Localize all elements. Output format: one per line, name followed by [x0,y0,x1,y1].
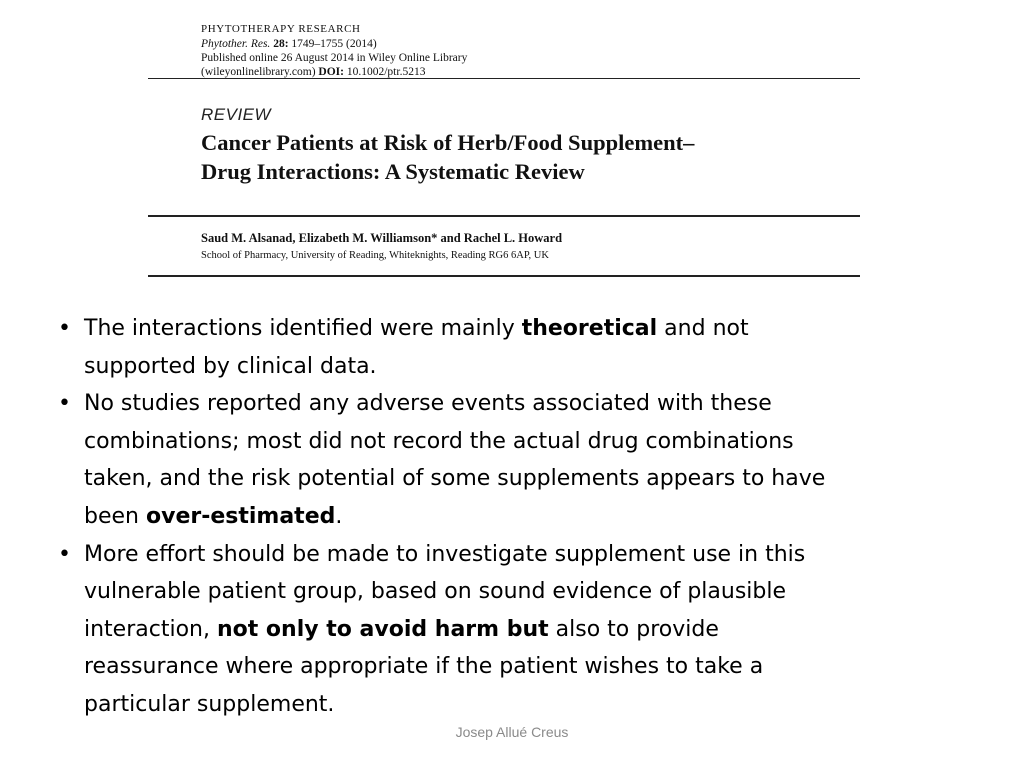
doi-line [201,65,425,79]
bullet-item [58,310,958,385]
article-header-clipping [148,14,860,280]
journal-name: PHYTOTHERAPY RESEARCH [201,23,361,35]
bullet-text: been [84,503,146,529]
citation-volume: 28: [273,38,289,50]
bullet-list [58,310,958,724]
bullet-text: More effort should be made to investigate supplement use in this [84,541,806,567]
bullet-emphasis: not only to avoid harm but [216,616,549,642]
article-affiliation: School of Pharmacy, University of Reading, Whiteknights, Reading RG6 6AP, UK [201,250,549,261]
bullet-line [84,423,958,461]
bullet-text: . [335,503,343,529]
bullet-emphasis: over-estimated [145,503,336,529]
header-rule-top [148,78,860,79]
bullet-line [84,573,958,611]
bullet-text: The interactions identified were mainly [84,316,522,341]
bullet-line [84,536,958,574]
article-title-line-1: Cancer Patients at Risk of Herb/Food Supplement– [201,130,695,155]
bullet-text: interaction, [84,616,217,642]
bullet-line [84,686,958,724]
bullet-line [84,648,958,686]
slide-footer-author: Josep Allué Creus [455,724,569,740]
doi-value: 10.1002/ptr.5213 [346,66,426,78]
bullet-text: vulnerable patient group, based on sound evidence of plausible [84,579,787,605]
published-line: Published online 26 August 2014 in Wiley Online Library [201,52,468,64]
article-authors: Saud M. Alsanad, Elizabeth M. Williamson* and Rachel L. Howard [201,231,563,245]
bullet-line [84,611,958,649]
bullet-line [84,348,958,386]
header-rule-bottom [148,275,860,277]
bullet-text: No studies reported any adverse events associated with these [84,391,772,417]
bullet-text: supported by clinical data. [84,353,377,379]
bullet-dot: • [58,391,71,417]
bullet-text: combinations; most did not record the actual drug combinations [84,428,794,454]
doi-label: DOI: [318,66,344,78]
citation-line [201,37,377,51]
article-title-line-2: Drug Interactions: A Systematic Review [201,159,585,184]
bullet-line [84,498,958,536]
citation-journal: Phytother. Res. [201,38,271,50]
bullet-item [58,385,958,535]
article-title [201,128,694,186]
bullet-line [84,310,958,348]
header-rule-middle [148,215,860,217]
citation-pages-year: 1749–1755 (2014) [291,38,377,50]
bullet-emphasis: theoretical [521,316,658,341]
bullet-text: taken, and the risk potential of some supplements appears to have [84,466,826,492]
bullet-text: reassurance where appropriate if the patient wishes to take a [84,654,764,680]
section-label: REVIEW [201,105,272,124]
bullet-text: particular supplement. [84,691,335,717]
bullet-text: also to provide [548,616,719,642]
bullet-item [58,536,958,724]
doi-prefix: (wileyonlinelibrary.com) [201,66,316,78]
bullet-text: and not [657,316,749,341]
bullet-dot: • [58,541,71,567]
bullet-dot: • [58,316,71,341]
bullet-line [84,460,958,498]
bullet-line [84,385,958,423]
